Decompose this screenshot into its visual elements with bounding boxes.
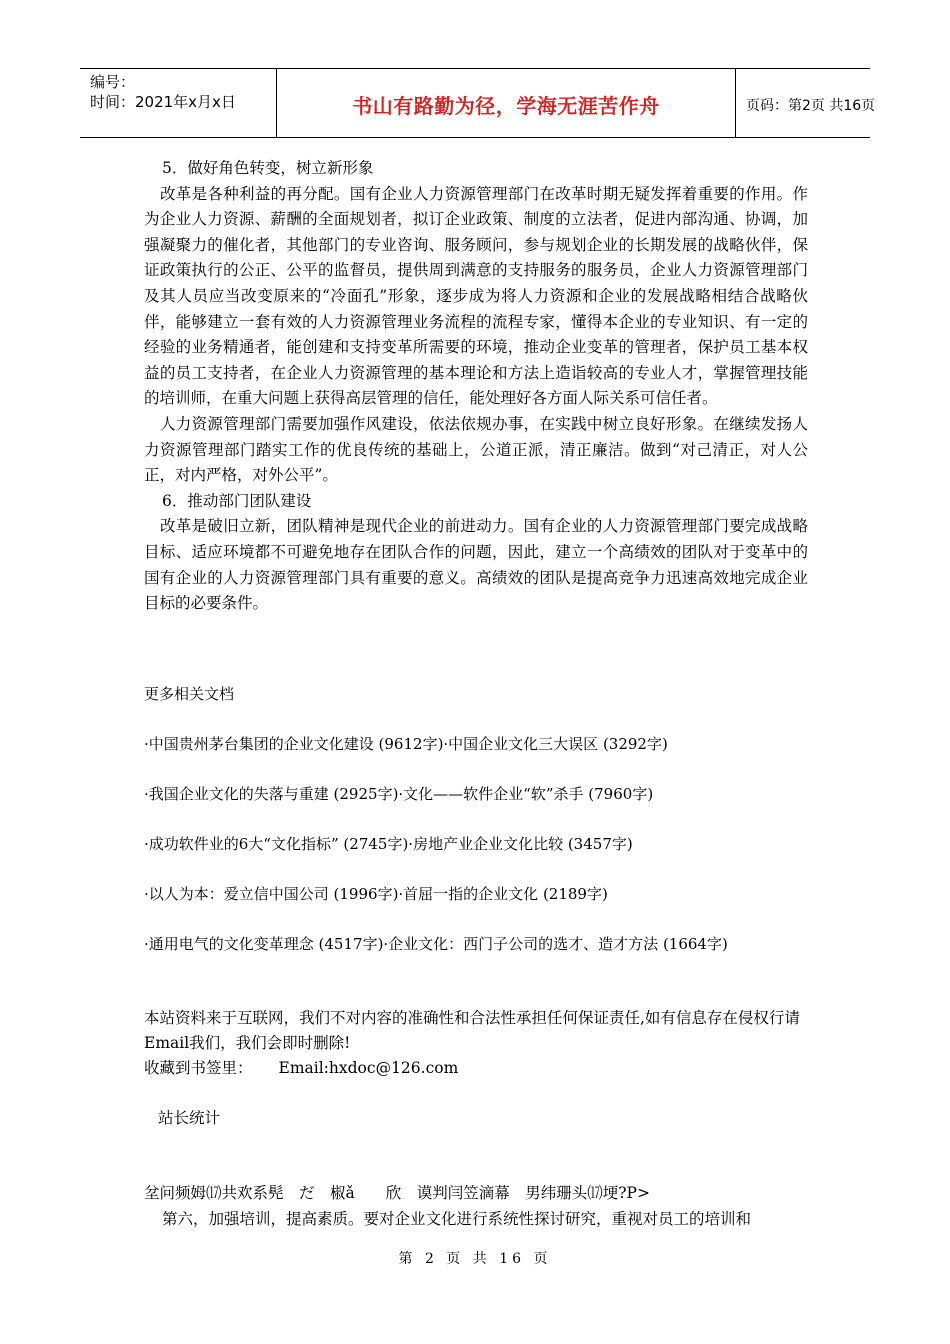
header-page-info: 页码：第2页 共16页 <box>746 98 876 114</box>
disclaimer-block <box>144 1006 808 1081</box>
related-doc-link[interactable]: ·我国企业文化的失落与重建 (2925字)·文化——软件企业“软”杀手 (7960字) <box>144 785 654 803</box>
bookmark-label[interactable]: 收藏到书签里： <box>144 1059 253 1077</box>
document-date-label: 时间：2021年x月x日 <box>90 93 236 111</box>
related-doc-link[interactable]: ·通用电气的文化变革理念 (4517字)·企业文化：西门子公司的选才、造才方法 (1664字) <box>144 935 728 953</box>
related-doc-link[interactable]: ·以人为本：爱立信中国公司 (1996字)·首屈一指的企业文化 (2189字) <box>144 885 608 903</box>
section-6-title: 6．推动部门团队建设 <box>162 491 312 510</box>
header-motto-cell <box>277 69 736 137</box>
section-5-title: 5．做好角色转变，树立新形象 <box>162 159 374 177</box>
main-content <box>144 156 808 617</box>
section-5-paragraph-2: 人力资源管理部门需要加强作风建设，依法依规办事，在实践中树立良好形象。在继续发扬人力资源管理部门踏实工作的优良传统的基础上，公道正派，清正廉洁。做到“对己清正，对人公正，对内严格，对外公平”。 <box>144 414 808 485</box>
section-6-paragraph-1: 改革是破旧立新，团队精神是现代企业的前进动力。国有企业的人力资源管理部门要完成战略目标、适应环境都不可避免地存在团队合作的问题，因此，建立一个高绩效的团队对于变革中的国有企业的人力资源管理部门具有重要的意义。高绩效的团队是提高竞争力迅速高效地完成企业目标的必要条件。 <box>144 517 808 613</box>
point-six-paragraph: 第六，加强培训，提高素质。要对企业文化进行系统性探讨研究，重视对员工的培训和 <box>162 1210 752 1228</box>
garbled-text-line: 坌问频姆⒄共欢系髡 だ 椒ǎ 欣 谟判闫笠滴幕 男纬珊头⒄埂?P> <box>144 1184 650 1202</box>
related-doc-link[interactable]: ·成功软件业的6大“文化指标” (2745字)·房地产业企业文化比较 (3457字) <box>144 835 633 853</box>
related-doc-link[interactable]: ·中国贵州茅台集团的企业文化建设 (9612字)·中国企业文化三大误区 (3292字) <box>144 735 668 753</box>
section-5-paragraph-1: 改革是各种利益的再分配。国有企业人力资源管理部门在改革时期无疑发挥着重要的作用。作为企业人力资源、薪酬的全面规划者，拟订企业政策、制度的立法者，促进内部沟通、协调，加强凝聚力的催化者，其他部门的专业咨询、服务顾问，参与规划企业的长期发展的战略伙伴，保证政策执行的公正、公平的监督员，提供周到满意的支持服务的服务员，企业人力资源管理部门及其人员应当改变原来的“冷面孔”形象，逐步成为将人力资源和企业的发展战略相结合战略伙伴，能够建立一套有效的人力资源管理业务流程的流程专家，懂得本企业的专业知识、有一定的经验的业务精通者，能创建和支持变革所需要的环境，推动企业变革的管理者，保护员工基本权益的员工支持者，在企业人力资源管理的基本理论和方法上造诣较高的专业人才，掌握管理技能的培训师，在重大问题上获得高层管理的信任，能处理好各方面人际关系可信任者。 <box>144 184 808 408</box>
bookmark-line <box>144 1056 808 1081</box>
page-header <box>80 68 876 138</box>
header-page-cell <box>736 69 876 137</box>
page-footer: 第 2 页 共 16 页 <box>398 1251 552 1267</box>
header-left-cell <box>80 69 277 137</box>
header-motto: 书山有路勤为径，学海无涯苦作舟 <box>352 94 660 118</box>
document-number-label: 编号： <box>90 73 136 91</box>
related-docs-heading: 更多相关文档 <box>144 685 235 703</box>
site-stats-link[interactable]: 站长统计 <box>158 1109 221 1127</box>
disclaimer-text: 本站资料来于互联网，我们不对内容的准确性和合法性承担任何保证责任,如有信息存在侵权行请Email我们，我们会即时删除! <box>144 1009 800 1052</box>
contact-email[interactable]: Email:hxdoc@126.com <box>278 1059 459 1077</box>
